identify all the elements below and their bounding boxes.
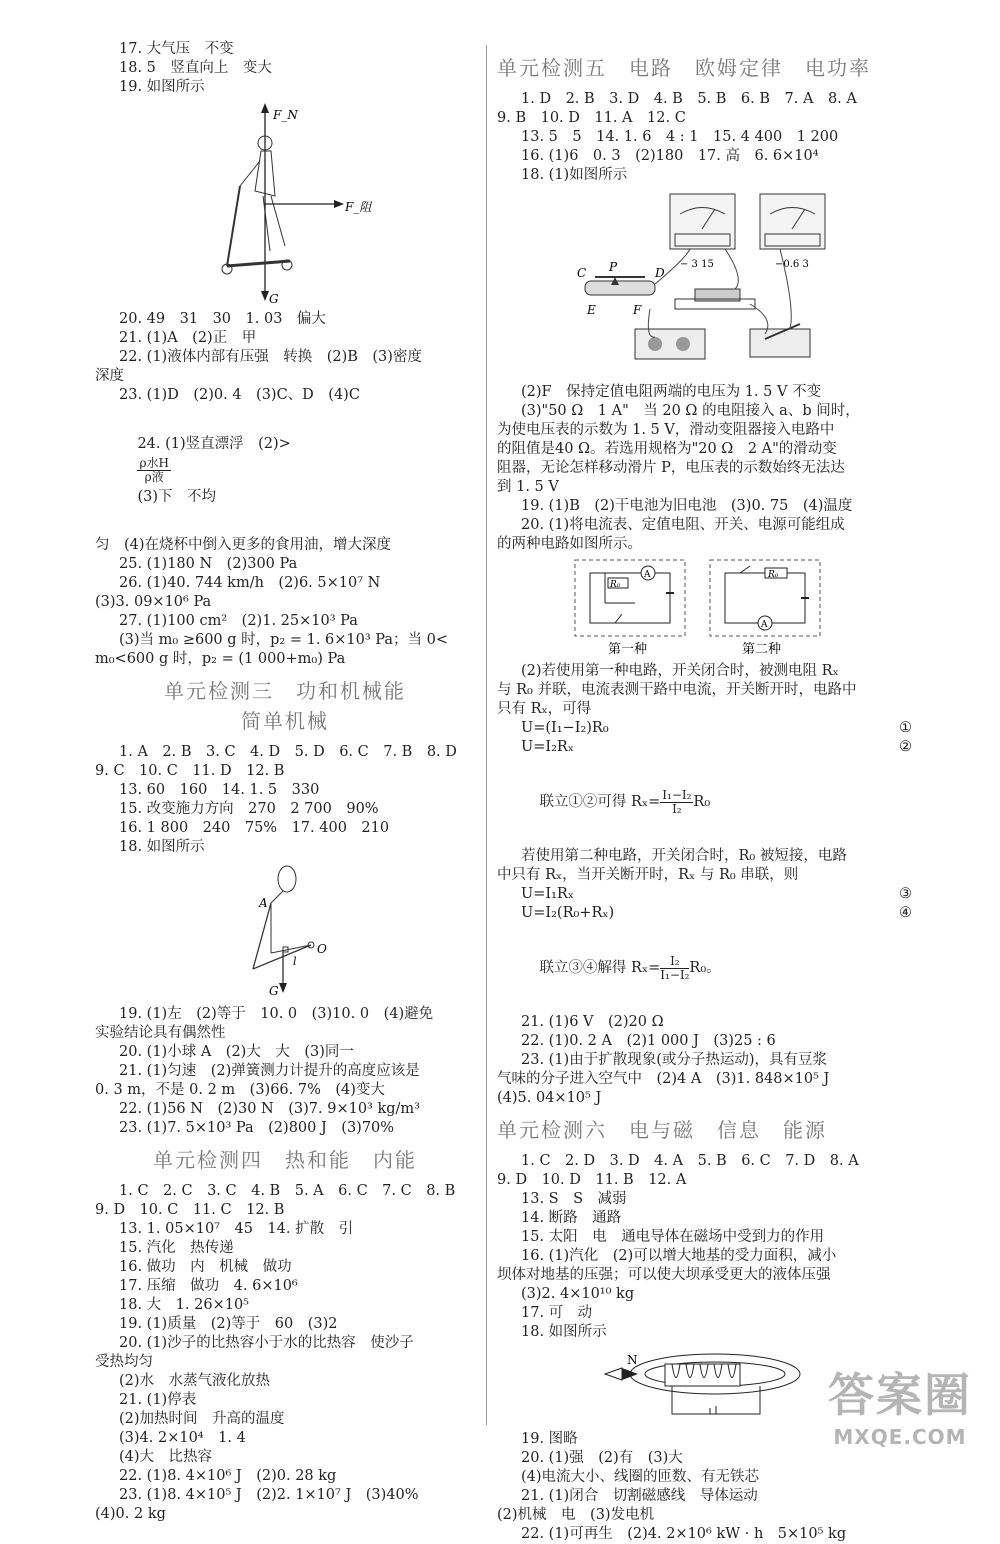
point-label-a: A — [259, 896, 268, 910]
terminal-label-e: E — [586, 303, 596, 317]
answer-line: 16. 1 800 240 75% 17. 400 210 — [119, 820, 390, 836]
answer-line: (4)大 比热容 — [119, 1449, 213, 1465]
answer-line: 与 R₀ 并联，电流表测干路中电流，开关断开时，电路中 — [497, 682, 857, 698]
watermark-url: MXQE.COM — [833, 1425, 967, 1449]
answer-line: (4)电流大小、线圈的匝数、有无铁芯 — [521, 1469, 760, 1485]
answer-line — [497, 923, 912, 1013]
answer-line: 22. (1)0. 2 A (2)1 000 J (3)25 : 6 — [521, 1033, 776, 1049]
answer-line: m₀<600 g 时，p₂ = (1 000+m₀) Pa — [95, 651, 346, 667]
fraction — [660, 955, 689, 982]
answer-line: 19. 如图所示 — [119, 79, 205, 95]
answer-line: 14. 断路 通路 — [521, 1210, 622, 1226]
answer-line: 18. (1)如图所示 — [521, 167, 628, 183]
terminal-label-d: D — [654, 266, 665, 280]
fraction — [137, 457, 171, 484]
arm-label-l: l — [293, 955, 297, 968]
fraction-denominator: I₂ — [672, 801, 682, 816]
circuit-caption-1: 第一种 — [607, 642, 647, 657]
answer-text: 联立①②可得 Rₓ= — [539, 794, 661, 810]
answer-line: 的阻值是40 Ω。若选用规格为"20 Ω 2 A"的滑动变 — [497, 441, 837, 457]
terminal-label-c: C — [576, 266, 586, 280]
section-title-6: 单元检测六 电与磁 信息 能源 — [497, 1118, 827, 1142]
equation: U=I₁Rₓ — [521, 886, 574, 902]
answer-line: 19. (1)B (2)干电池为旧电池 (3)0. 75 (4)温度 — [521, 498, 853, 514]
answer-line: 19. (1)质量 (2)等于 60 (3)2 — [119, 1316, 338, 1332]
answer-line: 1. C 2. D 3. D 4. A 5. B 6. C 7. D 8. A — [521, 1153, 859, 1169]
answer-line: (3)当 m₀ ≥600 g 时，p₂ = 1. 6×10³ Pa；当 0< — [119, 632, 449, 648]
column-divider — [486, 45, 487, 1425]
answer-line: 23. (1)7. 5×10³ Pa (2)800 J (3)70% — [119, 1120, 395, 1136]
answer-line: 20. 49 31 30 1. 03 偏大 — [119, 311, 326, 327]
answer-line: 13. 60 160 14. 1. 5 330 — [119, 782, 320, 798]
answer-line: 为使电压表的示数为 1. 5 V，滑动变阻器接入电路中 — [497, 422, 835, 438]
answer-line: 20. (1)将电流表、定值电阻、开关、电源可能组成 — [521, 517, 845, 533]
equation: U=I₂Rₓ — [521, 739, 574, 755]
force-label-g: G — [269, 292, 279, 306]
answer-line: 的两种电路如图所示。 — [497, 536, 642, 552]
answer-line: 25. (1)180 N (2)300 Pa — [119, 556, 298, 572]
equation: U=I₂(R₀+Rₓ) — [521, 905, 615, 921]
answer-line: (4)5. 04×10⁵ J — [497, 1090, 602, 1106]
resistor-label: R₀ — [609, 580, 620, 590]
answer-line: 0. 3 m，不是 0. 2 m (3)66. 7% (4)变大 — [95, 1082, 385, 1098]
answer-line: 13. S S 减弱 — [521, 1191, 627, 1207]
answer-line: 匀 (4)在烧杯中倒入更多的食用油，增大深度 — [95, 537, 392, 553]
ammeter-label: A — [760, 620, 767, 630]
answer-line: 21. (1)停表 — [119, 1392, 197, 1408]
answer-line: 22. (1)8. 4×10⁶ J (2)0. 28 kg — [119, 1468, 337, 1484]
answer-line: 20. (1)沙子的比热容小于水的比热容 使沙子 — [119, 1335, 414, 1351]
force-label-fn: F_N — [273, 108, 298, 122]
answer-line: 气味的分子进入空气中 (2)4 A (3)1. 848×10⁵ J — [497, 1071, 830, 1087]
answer-text: 联立③④解得 Rₓ= — [539, 960, 661, 976]
answer-line: 22. (1)液体内部有压强 转换 (2)B (3)密度 — [119, 349, 422, 365]
answer-line: 9. D 10. D 11. B 12. A — [497, 1172, 687, 1188]
electromagnet-diagram — [600, 1346, 810, 1426]
answer-line: 1. A 2. B 3. C 4. D 5. D 6. C 7. B 8. D — [119, 744, 457, 760]
answer-line: 20. (1)强 (2)有 (3)大 — [521, 1450, 683, 1466]
circuit-caption-2: 第二种 — [741, 642, 781, 657]
answer-line: 若使用第二种电路，开关闭合时，R₀ 被短接，电路 — [521, 848, 847, 864]
answer-line: 23. (1)由于扩散现象(或分子热运动)，具有豆浆 — [521, 1052, 828, 1068]
left-column — [95, 40, 475, 1524]
equation: U=(I₁−I₂)R₀ — [521, 720, 609, 736]
force-label-friction: F_阻 — [345, 200, 372, 214]
watermark-text: 答案圈 — [828, 1368, 972, 1422]
answer-line: 18. 5 竖直向上 变大 — [119, 60, 272, 76]
fraction-denominator: I₁−I₂ — [660, 967, 690, 982]
answer-line: 23. (1)D (2)0. 4 (3)C、D (4)C — [119, 387, 360, 403]
answer-line: (3)3. 09×10⁶ Pa — [95, 594, 212, 610]
fraction — [660, 789, 693, 816]
answer-line: 受热均匀 — [95, 1354, 153, 1370]
answer-line: 1. D 2. B 3. D 4. B 5. B 6. B 7. A 8. A — [521, 91, 857, 107]
slider-label-p: P — [608, 260, 617, 274]
answer-line: 16. (1)6 0. 3 (2)180 17. 高 6. 6×10⁴ — [521, 148, 819, 164]
answer-line: (2)F 保持定值电阻两端的电压为 1. 5 V 不变 — [521, 384, 822, 400]
terminal-label-f: F — [632, 303, 641, 317]
answer-line: 17. 压缩 做功 4. 6×10⁶ — [119, 1278, 298, 1294]
answer-line: 13. 5 5 14. 1. 6 4 : 1 15. 4 400 1 200 — [521, 129, 839, 145]
answer-line: 27. (1)100 cm² (2)1. 25×10³ Pa — [119, 613, 358, 629]
equation-row — [497, 738, 912, 757]
equation-number: ② — [899, 739, 912, 755]
answer-line: 18. 大 1. 26×10⁵ — [119, 1297, 249, 1313]
answer-line: (3)"50 Ω 1 A" 当 20 Ω 的电阻接入 a、b 间时， — [521, 403, 860, 419]
section-title-4: 单元检测四 热和能 内能 — [153, 1148, 417, 1172]
answer-line: (4)0. 2 kg — [95, 1506, 166, 1522]
section-title-3a: 单元检测三 功和机械能 — [164, 679, 406, 703]
compass-north-label: N — [626, 1353, 637, 1367]
answer-line: 9. C 10. C 11. D 12. B — [95, 763, 285, 779]
answer-line: 1. C 2. C 3. C 4. B 5. A 6. C 7. C 8. B — [119, 1183, 456, 1199]
answer-line: 深度 — [95, 368, 124, 384]
answer-line: (2)若使用第一种电路，开关闭合时，被测电阻 Rₓ — [521, 663, 839, 679]
fraction-denominator: ρ液 — [144, 470, 164, 484]
answer-line: 到 1. 5 V — [497, 479, 559, 495]
point-label-o: O — [317, 942, 327, 956]
answer-line: 21. (1)匀速 (2)弹簧测力计提升的高度应该是 — [119, 1063, 420, 1079]
section-title-3b: 简单机械 — [241, 709, 329, 733]
equation-number: ③ — [899, 886, 912, 902]
fraction-numerator: I₁−I₂ — [662, 787, 692, 802]
resistor-label: R₀ — [767, 570, 778, 580]
answer-text: R₀ — [693, 794, 711, 810]
answer-line — [497, 757, 912, 847]
meter-terminal-labels: − 3 15 — [679, 259, 714, 270]
answer-line: 16. (1)汽化 (2)可以增大地基的受力面积，减小 — [521, 1248, 837, 1264]
answer-line: (2)水 水蒸气液化放热 — [119, 1373, 271, 1389]
answer-line: 实验结论具有偶然性 — [95, 1025, 226, 1041]
answer-line: 16. 做功 内 机械 做功 — [119, 1259, 292, 1275]
watermark-logo — [828, 1359, 972, 1449]
equation-number: ① — [899, 720, 912, 736]
answer-line: 9. B 10. D 11. A 12. C — [497, 110, 686, 126]
answer-line: (3)2. 4×10¹⁰ kg — [521, 1286, 635, 1302]
answer-line: 15. 改变施力方向 270 2 700 90% — [119, 801, 379, 817]
answer-line: 26. (1)40. 744 km/h (2)6. 5×10⁷ N — [119, 575, 381, 591]
answer-text: (3)下 不均 — [137, 489, 216, 505]
equation-row — [497, 719, 912, 738]
answer-line: 23. (1)8. 4×10⁵ J (2)2. 1×10⁷ J (3)40% — [119, 1487, 419, 1503]
answer-line: 22. (1)56 N (2)30 N (3)7. 9×10³ kg/m³ — [119, 1101, 420, 1117]
answer-line: 21. (1)闭合 切割磁感线 导体运动 — [521, 1488, 758, 1504]
ammeter-label: A — [643, 570, 650, 580]
answer-line: (3)4. 2×10⁴ 1. 4 — [119, 1430, 246, 1446]
two-circuit-diagrams — [570, 558, 840, 658]
answer-line: 19. (1)左 (2)等于 10. 0 (3)10. 0 (4)避免 — [119, 1006, 434, 1022]
scooter-force-diagram — [205, 101, 372, 306]
lever-diagram — [225, 861, 345, 1001]
answer-line: 18. 如图所示 — [119, 839, 205, 855]
answer-line: 15. 汽化 热传递 — [119, 1240, 234, 1256]
equation-number: ④ — [899, 905, 912, 921]
answer-line: (2)加热时间 升高的温度 — [119, 1411, 285, 1427]
answer-line: 只有 Rₓ，可得 — [497, 701, 592, 717]
answer-line: 21. (1)A (2)正 甲 — [119, 330, 257, 346]
circuit-experiment-diagram — [575, 189, 835, 379]
equation-row — [497, 885, 912, 904]
equation-row — [497, 904, 912, 923]
fraction-numerator: ρ水H — [139, 456, 169, 470]
answer-line: 21. (1)6 V (2)20 Ω — [521, 1014, 664, 1030]
answer-line: 19. 图略 — [521, 1431, 578, 1447]
meter-terminal-labels: −0.6 3 — [774, 259, 809, 270]
answer-text: R₀。 — [689, 960, 721, 976]
answer-line: (2)机械 电 (3)发电机 — [497, 1507, 655, 1523]
answer-line: 17. 大气压 不变 — [119, 41, 234, 57]
answer-text: 24. (1)竖直漂浮 (2)> — [137, 436, 291, 452]
point-label-g: G — [269, 984, 279, 998]
answer-line: 15. 太阳 电 通电导体在磁场中受到力的作用 — [521, 1229, 825, 1245]
answer-line: 13. 1. 05×10⁷ 45 14. 扩散 引 — [119, 1221, 354, 1237]
answer-line: 坝体对地基的压强；可以使大坝承受更大的液体压强 — [497, 1267, 831, 1283]
answer-line: 9. D 10. C 11. C 12. B — [95, 1202, 285, 1218]
right-column — [497, 40, 912, 1544]
answer-line: 22. (1)可再生 (2)4. 2×10⁶ kW · h 5×10⁵ kg — [521, 1526, 847, 1542]
answer-line: 20. (1)小球 A (2)大 大 (3)同一 — [119, 1044, 354, 1060]
answer-line: 中只有 Rₓ，当开关断开时，Rₓ 与 R₀ 串联，则 — [497, 867, 799, 883]
answer-line: 阻器，无论怎样移动滑片 P，电压表的示数始终无法达 — [497, 460, 845, 476]
section-title-5: 单元检测五 电路 欧姆定律 电功率 — [497, 56, 871, 80]
answer-line: 18. 如图所示 — [521, 1324, 607, 1340]
fraction-numerator: I₂ — [660, 955, 689, 969]
answer-line: 17. 可 动 — [521, 1305, 593, 1321]
answer-line — [95, 405, 475, 536]
